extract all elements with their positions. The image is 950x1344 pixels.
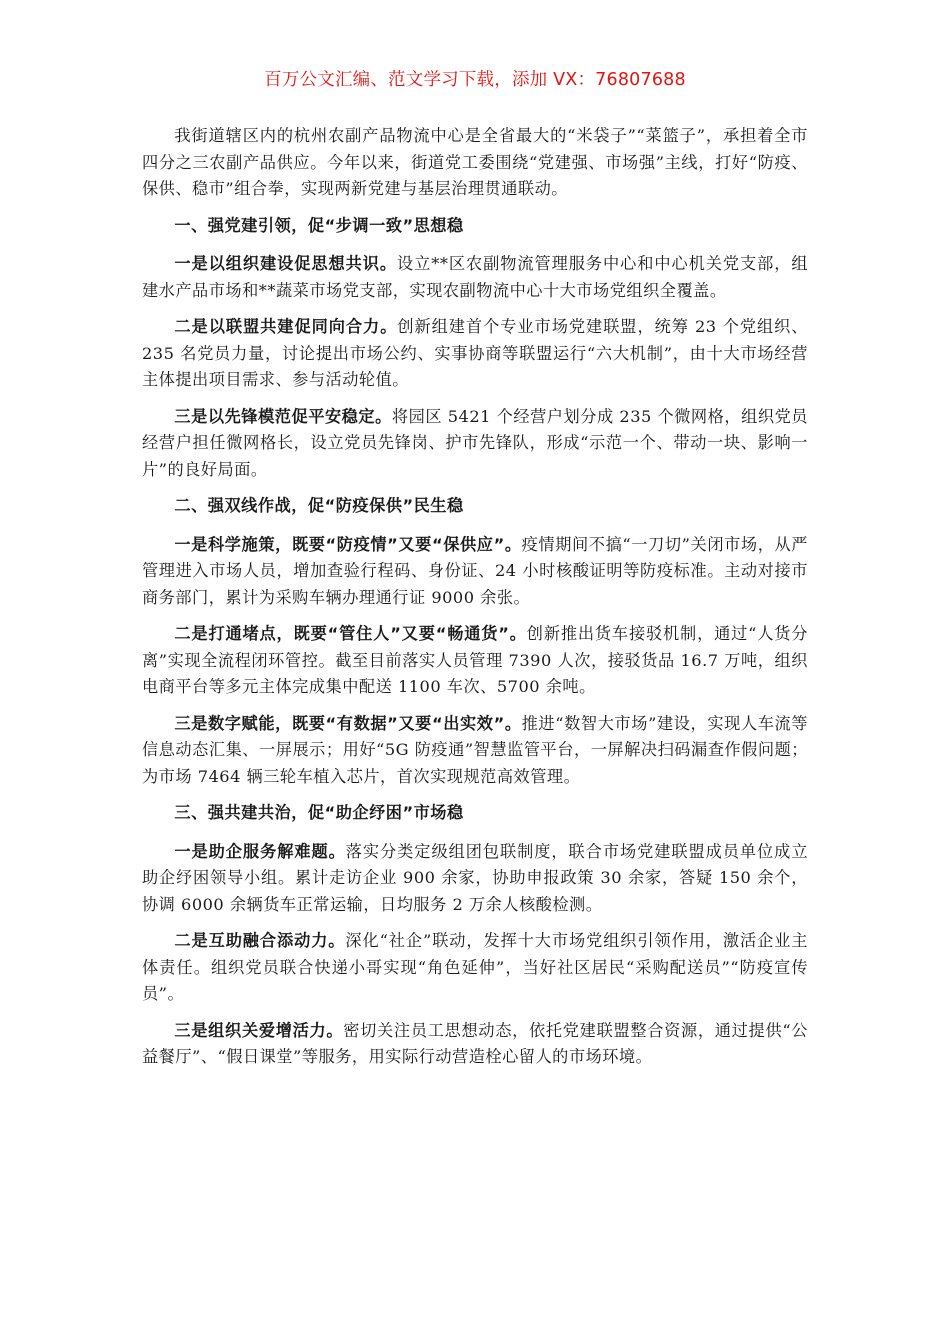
intro-paragraph: 我街道辖区内的杭州农副产品物流中心是全省最大的“米袋子”“菜篮子”，承担着全市四分之三农副产品供应。今年以来，街道党工委围绕“党建强、市场强”主线，打好“防疫、保供、稳市”组合拳，实现两新党建与基层治理贯通联动。 — [142, 126, 808, 198]
item-text: 推进“数智大市场”建设，实现人车流等信息动态汇集、一屏展示；用好“5G 防疫通”智慧监管平台，一屏解决扫码漏查作假问题；为市场 7464 辆三轮车植入芯片，首次实现规范高效管理。 — [142, 713, 808, 786]
section-1-item-2 — [142, 314, 808, 394]
item-text: 深化“社企”联动，发挥十大市场党组织引领作用，激活企业主体责任。组织党员联合快递小哥实现“角色延伸”，当好社区居民“采购配送员”“防疫宣传员”。 — [142, 931, 808, 1003]
item-text: 落实分类定级组团包联制度，联合市场党建联盟成员单位成立助企纾困领导小组。累计走访企业 900 余家，协助申报政策 30 余家，答疑 150 余个，协调 6000 余辆货车正常运输，日均服务 2 万余人核酸检测。 — [142, 841, 809, 914]
item-lead: 一是科学施策，既要“防疫情”又要“保供应”。 — [174, 534, 522, 554]
item-lead: 三是组织关爱增活力。 — [174, 1020, 344, 1040]
item-lead: 二是互助融合添动力。 — [174, 931, 346, 950]
section-1-heading: 一、强党建引领，促“步调一致”思想稳 — [174, 215, 464, 235]
section-2-item-1 — [142, 532, 808, 612]
section-1-item-3 — [142, 404, 808, 484]
section-3-item-1 — [142, 839, 808, 919]
section-3-item-2 — [142, 928, 808, 1008]
section-2-item-2 — [142, 621, 808, 701]
item-text: 设立**区农副物流管理服务中心和中心机关党支部，组建水产品市场和**蔬菜市场党支部，实现农副物流中心十大市场党组织全覆盖。 — [142, 254, 809, 300]
section-3-item-3 — [142, 1018, 808, 1071]
section-2-item-3 — [142, 711, 808, 791]
item-lead: 二是以联盟共建促同向合力。 — [174, 317, 398, 336]
section-3-heading: 三、强共建共治，促“助企纾困”市场稳 — [174, 803, 464, 822]
item-lead: 三是以先锋模范促平安稳定。 — [174, 406, 392, 426]
item-text: 创新推出货车接驳机制，通过“人货分离”实现全流程闭环管控。截至目前落实人员管理 7390 人次，接驳货品 16.7 万吨，组织电商平台等多元主体完成集中配送 1100 车次、5700 余吨。 — [142, 624, 808, 696]
item-text: 疫情期间不搞“一刀切”关闭市场，从严管理进入市场人员，增加查验行程码、身份证、24 小时核酸证明等防疫标准。主动对接市商务部门，累计为采购车辆办理通行证 9000 余张。 — [142, 534, 808, 607]
document-body — [142, 123, 808, 1081]
item-text: 创新组建首个专业市场党建联盟，统筹 23 个党组织、235 名党员力量，讨论提出市场公约、实事协商等联盟运行“六大机制”，由十大市场经营主体提出项目需求、参与活动轮值。 — [142, 317, 808, 389]
section-1-item-1 — [142, 251, 808, 304]
item-lead: 一是助企服务解难题。 — [174, 841, 346, 861]
item-lead: 二是打通堵点，既要“管住人”又要“畅通货”。 — [174, 624, 527, 643]
item-text: 将园区 5421 个经营户划分成 235 个微网格，组织党员经营户担任微网格长，设立党员先锋岗、护市先锋队，形成“示范一个、带动一块、影响一片”的良好局面。 — [142, 406, 808, 479]
item-text: 密切关注员工思想动态，依托党建联盟整合资源，通过提供“公益餐厅”、“假日课堂”等服务，用实际行动营造栓心留人的市场环境。 — [142, 1020, 808, 1066]
watermark-banner: 百万公文汇编、范文学习下载，添加 VX：76807688 — [264, 70, 686, 90]
item-lead: 三是数字赋能，既要“有数据”又要“出实效”。 — [174, 713, 522, 733]
section-2-heading: 二、强双线作战，促“防疫保供”民生稳 — [174, 496, 464, 515]
item-lead: 一是以组织建设促思想共识。 — [174, 254, 397, 273]
